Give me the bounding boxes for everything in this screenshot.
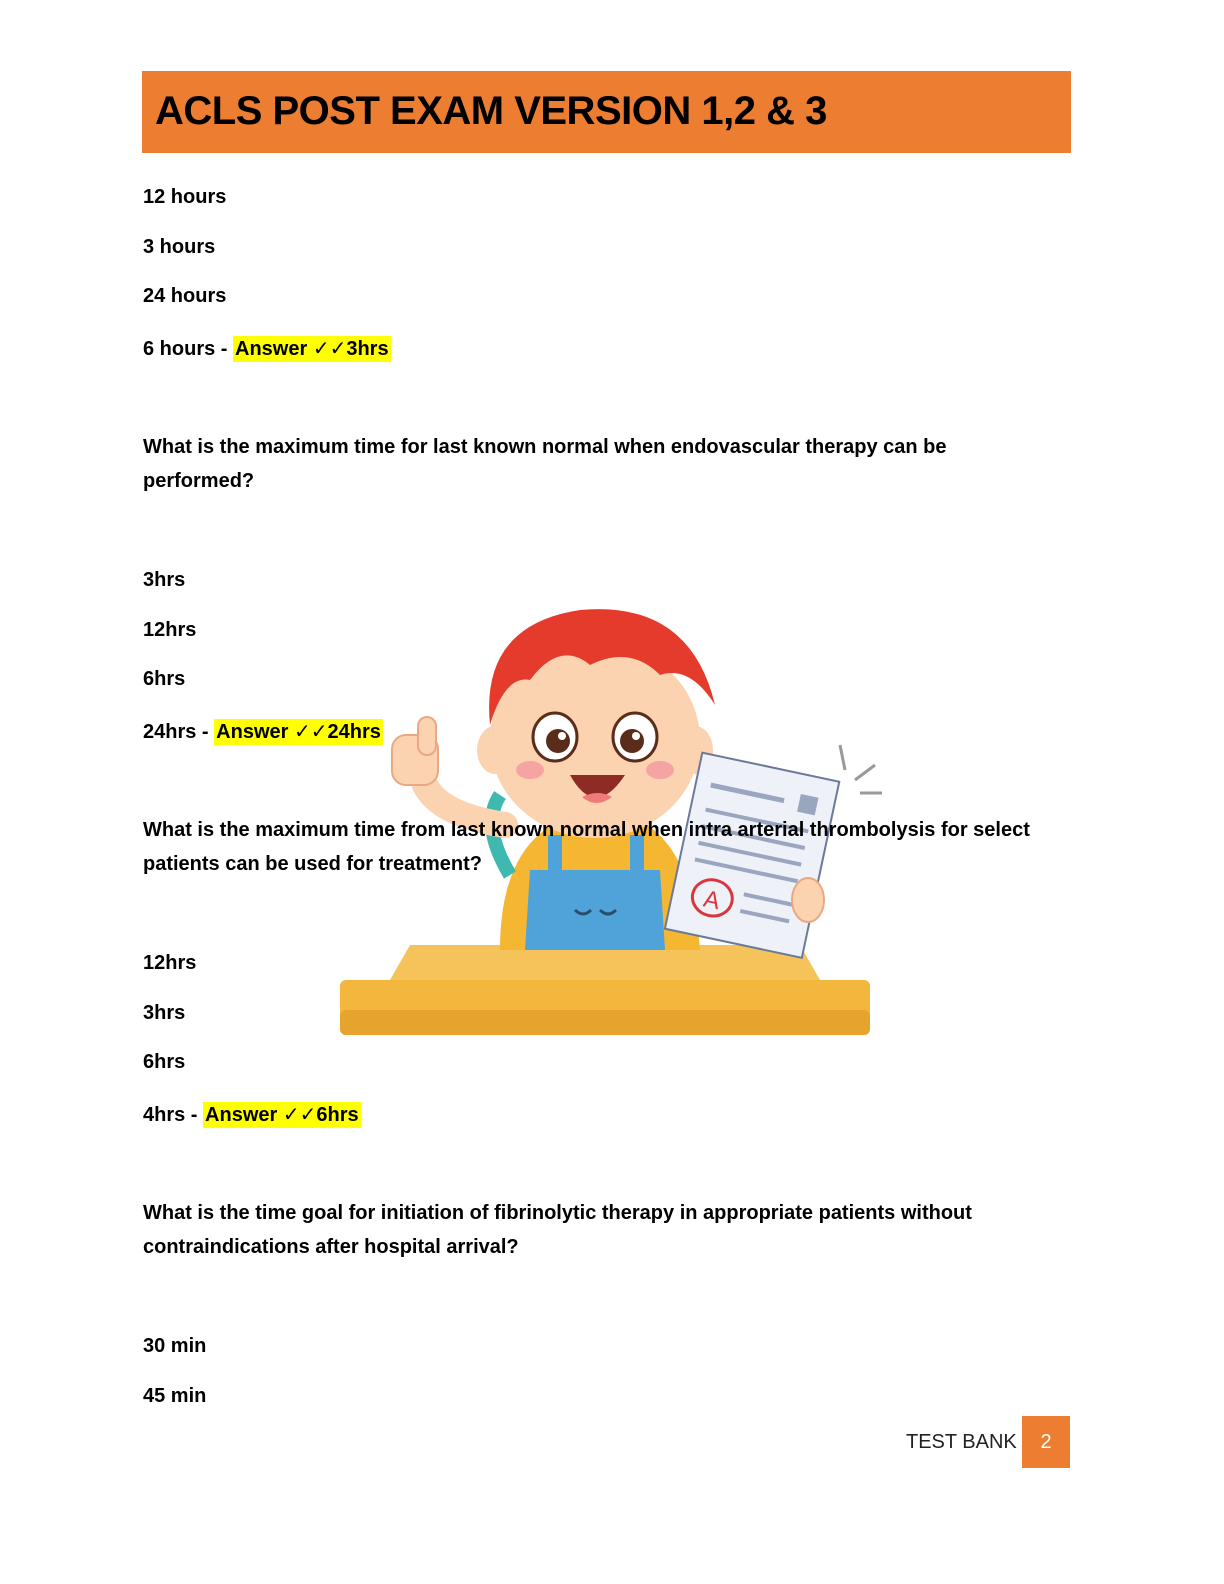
option-text: 12hrs [143,619,197,641]
answer-line [143,337,391,361]
option-text: 3 hours [143,236,216,258]
option-text: 3hrs [143,1002,186,1024]
footer-label: TEST BANK [906,1431,1017,1453]
answer-line [143,720,383,744]
question-text: What is the time goal for initiation of fibrinolytic therapy in appropriate patients without contraindications after hospital arrival? [143,1202,972,1258]
option-text: 24 hours [143,285,227,307]
option-text: 4hrs - [143,1104,204,1126]
option-text: 30 min [143,1335,207,1357]
question-text: What is the maximum time for last known normal when endovascular therapy can be performed? [143,436,947,492]
answer-line [143,1103,361,1127]
page-number: 2 [1022,1416,1070,1468]
option-text: 6 hours - [143,338,234,360]
option-text: 12 hours [143,186,227,208]
page-title: ACLS POST EXAM VERSION 1,2 & 3 [155,89,827,133]
title-banner [142,71,1071,153]
option-text: 24hrs - [143,721,215,743]
question-text: What is the maximum time from last known normal when intra arterial thrombolysis for select patients can be used for treatment? [143,819,1030,875]
option-text: 6hrs [143,1051,186,1073]
svg-text:A: A [701,885,723,916]
option-text: 3hrs [143,569,186,591]
option-text: 12hrs [143,952,197,974]
answer-highlight: Answer ✓✓3hrs [235,338,389,360]
answer-highlight: Answer ✓✓6hrs [205,1104,359,1126]
option-text: 45 min [143,1385,207,1407]
option-text: 6hrs [143,668,186,690]
answer-highlight: Answer ✓✓24hrs [216,721,381,743]
